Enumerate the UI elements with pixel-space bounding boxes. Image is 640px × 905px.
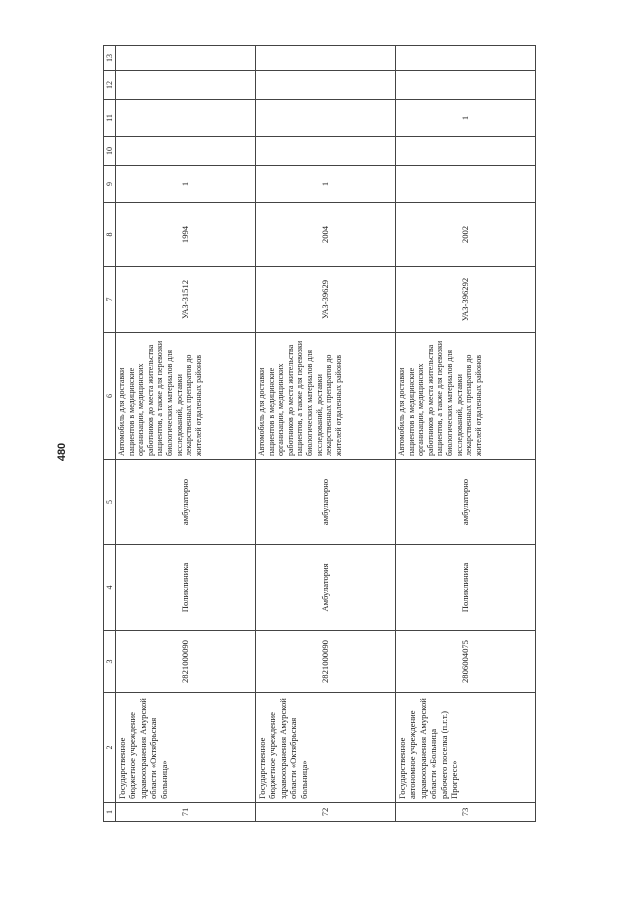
column-header: 2 [104, 693, 116, 803]
table-row [396, 46, 536, 822]
row-number: 71 [116, 803, 256, 822]
column-13-value [116, 46, 256, 71]
vehicle-purpose: Автомобиль для доставки пациентов в медицинские организации, медицинских работников до места жительства пациентов, а также для перевозки биологических материалов для исследований, доставки лекарственных препаратов до жителей отдаленных районов [116, 333, 256, 460]
organization-name: Государственное автономное учреждение здравоохранения Амурской области «Больница рабочего поселка (п.г.т.) Прогресс» [396, 693, 536, 803]
column-header: 13 [104, 46, 116, 71]
column-header: 1 [104, 803, 116, 822]
vehicle-purpose: Автомобиль для доставки пациентов в медицинские организации, медицинских работников до места жительства пациентов, а также для перевозки биологических материалов для исследований, доставки лекарственных препаратов до жителей отдаленных районов [396, 333, 536, 460]
vehicle-model: УАЗ-31512 [116, 267, 256, 333]
organization-name: Государственное бюджетное учреждение здравоохранения Амурской области «Октябрьская больница» [256, 693, 396, 803]
column-10-value [116, 137, 256, 166]
department: Амбулатория [256, 545, 396, 631]
column-11-value: 1 [396, 100, 536, 137]
column-11-value [116, 100, 256, 137]
column-11-value [256, 100, 396, 137]
vehicle-table [103, 45, 536, 822]
organization-code: 2821000090 [256, 631, 396, 693]
column-12-value [256, 71, 396, 100]
column-header: 3 [104, 631, 116, 693]
organization-name: Государственное бюджетное учреждение здравоохранения Амурской области «Октябрьская больница» [116, 693, 256, 803]
care-mode: амбулаторно [116, 460, 256, 545]
vehicle-model: УАЗ-39629 [256, 267, 396, 333]
column-10-value [256, 137, 396, 166]
organization-code: 2821000090 [116, 631, 256, 693]
care-mode: амбулаторно [256, 460, 396, 545]
organization-code: 2806004075 [396, 631, 536, 693]
column-header: 9 [104, 166, 116, 203]
header-row [104, 46, 116, 822]
table-row [116, 46, 256, 822]
column-9-value [396, 166, 536, 203]
row-number: 72 [256, 803, 396, 822]
column-header: 7 [104, 267, 116, 333]
rotated-table-wrapper [103, 54, 536, 822]
column-10-value [396, 137, 536, 166]
column-13-value [396, 46, 536, 71]
department: Поликлиника [116, 545, 256, 631]
care-mode: амбулаторно [396, 460, 536, 545]
column-header: 4 [104, 545, 116, 631]
vehicle-purpose: Автомобиль для доставки пациентов в медицинские организации, медицинских работников до места жительства пациентов, а также для перевозки биологических материалов для исследований, доставки лекарственных препаратов до жителей отдаленных районов [256, 333, 396, 460]
column-header: 10 [104, 137, 116, 166]
vehicle-year: 1994 [116, 203, 256, 267]
column-12-value [116, 71, 256, 100]
column-9-value: 1 [116, 166, 256, 203]
column-header: 6 [104, 333, 116, 460]
column-12-value [396, 71, 536, 100]
vehicle-year: 2002 [396, 203, 536, 267]
column-13-value [256, 46, 396, 71]
column-header: 8 [104, 203, 116, 267]
rotated-table-frame [103, 54, 536, 822]
column-header: 11 [104, 100, 116, 137]
department: Поликлиника [396, 545, 536, 631]
column-9-value: 1 [256, 166, 396, 203]
vehicle-year: 2004 [256, 203, 396, 267]
column-header: 5 [104, 460, 116, 545]
page-number: 480 [56, 442, 68, 462]
vehicle-model: УАЗ-396292 [396, 267, 536, 333]
table-row [256, 46, 396, 822]
row-number: 73 [396, 803, 536, 822]
column-header: 12 [104, 71, 116, 100]
